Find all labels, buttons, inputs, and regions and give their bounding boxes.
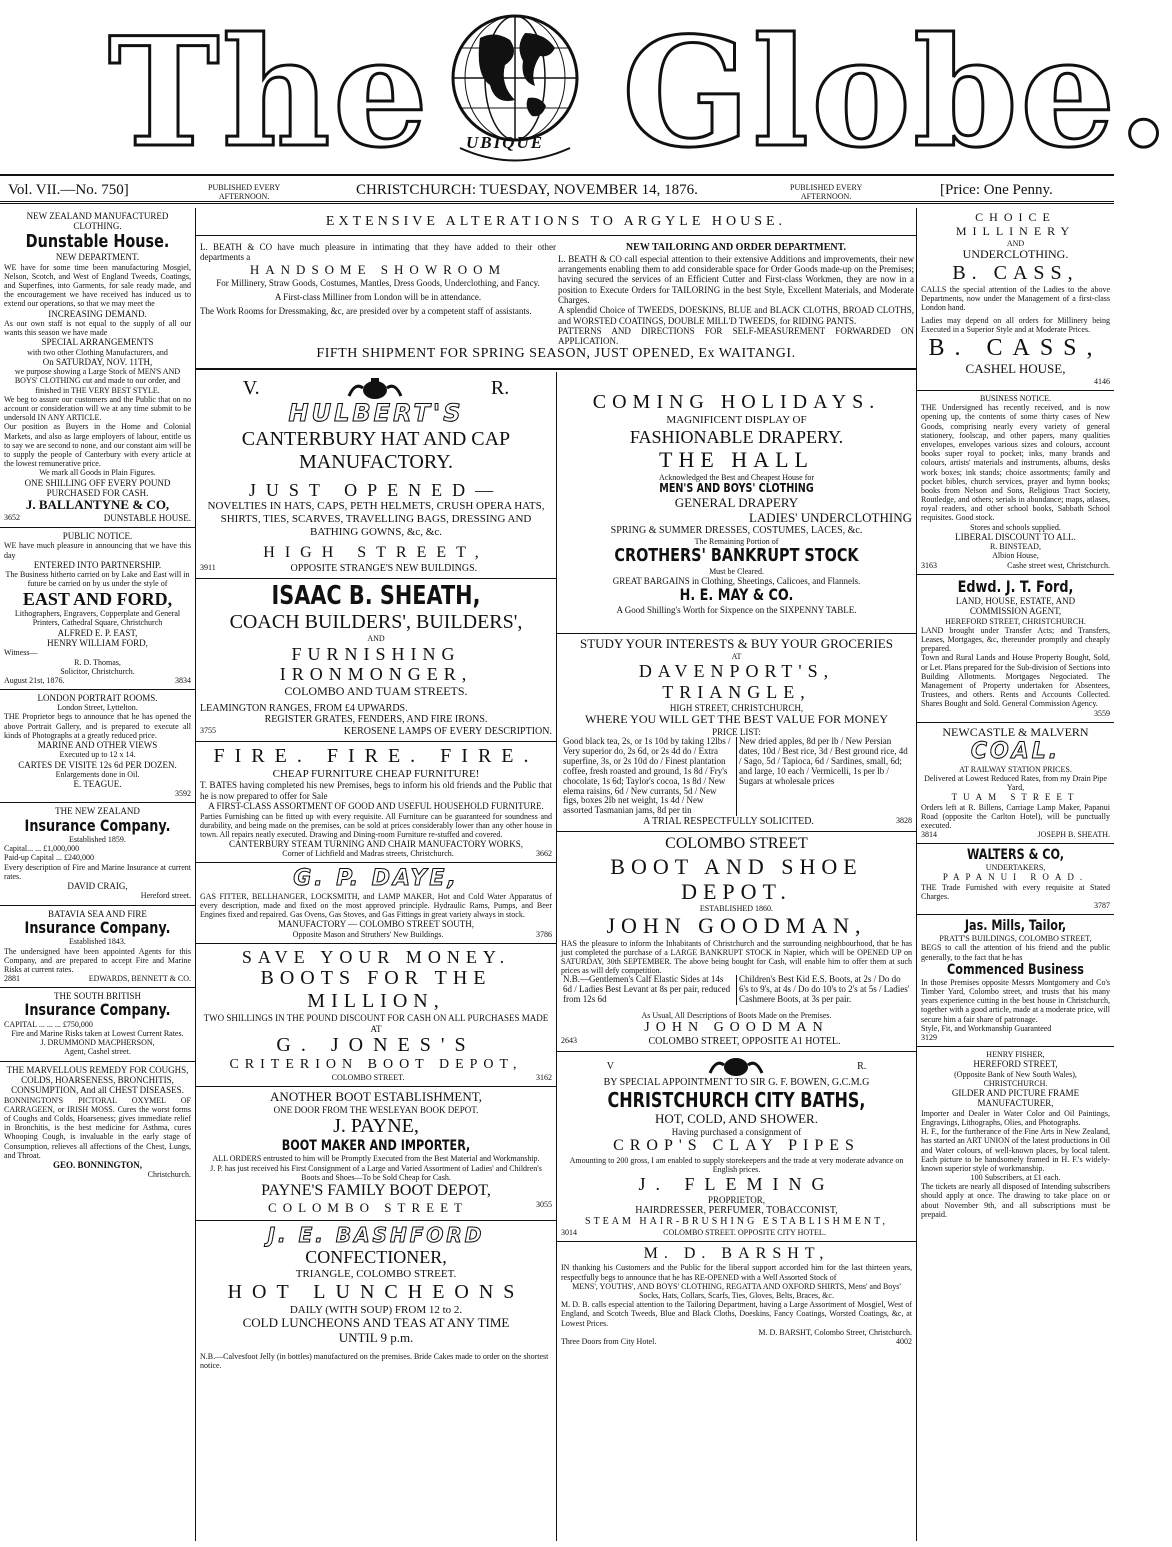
ad-body: THE Trade Furnished with every requisite at Stated Charges. — [921, 882, 1110, 901]
ad-line: AT RAILWAY STATION PRICES. — [959, 764, 1072, 774]
ad-body: The Business hitherto carried on by Lake and East will in future be carried on by us under the style of — [5, 570, 190, 589]
ad-line: Enlargements done in Oil. — [55, 769, 140, 779]
boot-price-left: N.B.—Gentlemen's Calf Elastic Sides at 14s 6d / Ladies Best Levant at 8s per pair, reduced from 12s 6d — [563, 974, 731, 1005]
ad-title: EAST AND FORD, — [22, 588, 173, 609]
ad-street: PAPANUI ROAD. — [942, 872, 1089, 883]
ad-line: Style, Fit, and Workmanship Guaranteed — [921, 1023, 1052, 1033]
ad-name: DAVID CRAIG, — [67, 881, 128, 892]
ad-subtitle: London Street, Lyttelton. — [57, 703, 138, 713]
ad-line: R. D. Thomas, — [74, 657, 121, 667]
ad-body: In those Premises opposite Messrs Montgomery and Co's Timber Yard, Colombo street, and trusts that his many years experience cutting in the best house in Christchurch, together with a good article, made at a moderate price, will secure him a fair share of patronage. — [921, 977, 1110, 1024]
ad-line: MANUFACTORY — COLOMBO STREET SOUTH, — [278, 919, 474, 930]
ad-line: Paid-up Capital ... £240,000 — [4, 853, 94, 863]
ad-title: CONFECTIONER, — [305, 1247, 447, 1268]
ad-body: A splendid Choice of TWEEDS, DOESKINS, BLUE and BLACK CLOTHS, BROAD CLOTHS, and WORSTED COATINGS, DOUBLE MILL'D TWEEDS, for RIDING PANTS. — [558, 305, 914, 326]
ad-east-and-ford — [0, 528, 195, 690]
ad-head: NEWCASTLE & MALVERN — [942, 724, 1089, 739]
ad-body: Orders left at R. Billens, Carriage Lamp Maker, Papanui Road (opposite the Carlton Hotel), will be punctually executed. — [921, 802, 1110, 830]
ad-line: MARINE AND OTHER VIEWS — [37, 739, 158, 750]
ad-body: with two other Clothing Manufacturers, and — [27, 347, 168, 357]
ad-name: M. D. BARSHT, — [643, 1244, 830, 1262]
ad-body: As our own staff is not equal to the supply of all our wants this season we have made — [4, 319, 191, 338]
ad-fleming — [557, 1052, 916, 1242]
ad-title: GILDER AND PICTURE FRAME MANUFACTURER, — [951, 1088, 1080, 1109]
ad-body: BEGS to call the attention of his friend and the public generally, to the fact that he has — [921, 943, 1110, 962]
price-list-left: Good black tea, 2s, or 1s 10d by taking 12lbs / Very superior do, 2s 6d, or 2s 4d do / Extra superfine, 3s, or 2s 10d do / Finest plantation coffee, fresh roasted and ground, 1s 8d / Fry's chocolate, 1s 6d; Taylor's cocoa, 1s 8d / New elema raisins, 6d / New currants, 5d / New figs, boxes 2lb net weight, 1s 4d / New assorted Tasmanian jams, 8d per tin — [563, 736, 731, 816]
ad-head: BATAVIA SEA AND FIRE — [48, 908, 147, 919]
ad-title: BOOT AND SHOE DEPOT. — [610, 853, 863, 904]
column-3 — [557, 374, 916, 1543]
ad-title: UNDERCLOTHING. — [962, 246, 1069, 261]
ad-body: THE Undersigned has recently received, and is now opening up, the contents of some thirty cases of New Goods, comprising nearly every variety of general stationery, foolscap, and other papers, many qualities envelopes, envelopes various sizes and colours, account books super royal to pocket; inks, many brands and colours, artists' materials and instruments, albums, desks work boxes; ink stands; choice assortments; family and pocket bibles, church services, prayer and hymn books; books from Nelson and Sons, Religious Tract Society, Routledge, and others; serials in abundance; maps, atlases, royal readers, and other school books, Sabbath School requisites. Good stock. — [921, 403, 1110, 523]
ad-body: Fire and Marine Risks taken at Lowest Current Rates. — [11, 1028, 184, 1038]
ad-body: NOVELTIES IN HATS, CAPS, PETH HELMETS, CRUSH OPERA HATS, SHIRTS, TIES, SCARVES, TRAVELLING BAGS, DRESSING AND BATHING GOWNS, &c, &c. — [207, 500, 545, 538]
ad-body: WE have for some time been manufacturing Mosgiel, Nelson, Scotch, and West of England Tweeds, Coatings, and Superfines, into Garments, for sale ready made, and the encouragement we have received has induced us to extend our operations, so that we may meet the — [4, 262, 191, 309]
ad-line: MAGNIFICENT DISPLAY OF — [666, 414, 807, 426]
ad-line: Capital... ... £1,000,000 — [4, 844, 80, 854]
ad-henry-fisher — [917, 1047, 1114, 1223]
ad-line: Solicitor, Christchurch. — [60, 666, 135, 676]
ad-title: WALTERS & CO, — [966, 847, 1065, 864]
ad-body: L. BEATH & CO call especial attention to their extensive Additions and improvements, their new arrangements enabling them to add considerable space for Order Goods made-up on the Premises; having secured the services of an Efficient Cutter and First-class Workmen, they are now in a position to Execute Orders for TAILORING in the best Style, Excellent Materials, and Moderate Charges. — [558, 253, 914, 305]
ad-fire-furniture — [196, 742, 556, 864]
price-list-head: PRICE LIST: — [712, 726, 761, 737]
ad-body: MENS', YOUTHS', AND BOYS' CLOTHING, REGATTA AND OXFORD SHIRTS, Mens' and Boys' Socks, Hats, Collars, Scarfs, Ties, Gloves, Belts, Braces, &c. — [572, 1281, 901, 1300]
ad-body: Ladies may depend on all orders for Millinery being Executed in a Superior Style and at Moderate Prices. — [921, 316, 1110, 335]
crest-v: V — [606, 1060, 614, 1072]
ad-title: Commenced Business — [947, 961, 1084, 978]
ad-line: CAPITAL ... ... ... £750,000 — [4, 1019, 93, 1029]
ad-name: JOSEPH B. SHEATH. — [1037, 830, 1110, 840]
ad-line: Executed up to 12 x 14. — [59, 750, 136, 760]
ad-line: WHERE YOU WILL GET THE BEST VALUE FOR MONEY — [584, 711, 889, 726]
ad-line: We mark all Goods in Plain Figures. — [39, 468, 156, 478]
ad-line: HOT, COLD, AND SHOWER. — [655, 1110, 818, 1126]
ad-title: Dunstable House. — [25, 230, 170, 252]
ad-title: CROTHERS' BANKRUPT STOCK — [614, 545, 859, 567]
ad-line: 100 Subscribers, at £1 each. — [970, 1173, 1061, 1183]
ad-title: HANDSOME SHOWROOM — [249, 261, 507, 277]
ad-number: 3662 — [535, 849, 552, 859]
ad-name: Edwd. J. T. Ford, — [957, 576, 1074, 596]
ad-line: ONE SHILLING OFF EVERY POUND PURCHASED FOR CASH. — [24, 477, 171, 498]
ad-street: COLOMBO STREET — [268, 1200, 468, 1216]
ad-line: COMMISSION AGENT, — [969, 606, 1062, 617]
ad-south-british-insurance — [0, 988, 195, 1061]
ad-title: CHRISTCHURCH CITY BATHS, — [607, 1087, 866, 1112]
ad-title: COMING HOLIDAYS. — [592, 391, 881, 413]
ad-name: J. PAYNE, — [333, 1115, 419, 1138]
argyle-showroom — [200, 242, 556, 317]
ad-head: THE SOUTH BRITISH — [54, 991, 141, 1002]
ad-body: TWO SHILLINGS IN THE POUND DISCOUNT FOR CASH ON ALL PURCHASES MADE AT — [203, 1013, 549, 1034]
ad-title: CANTERBURY HAT AND CAP — [241, 427, 511, 450]
ad-body: ALL ORDERS entrusted to him will be Promptly Executed from the Best Material and Workmanship. — [212, 1154, 540, 1164]
ad-body: For Millinery, Straw Goods, Costumes, Mantles, Dress Goods, Underclothing, and Fancy. — [216, 277, 540, 288]
ad-body: We beg to assure our customers and the Public that on no account or consideration will we at any time submit to be undersold IN ANY ARTICLE. — [4, 394, 191, 423]
ad-street: TUAM STREET — [951, 792, 1080, 803]
ad-number: 3652 — [4, 513, 20, 523]
ad-body: PATTERNS AND DIRECTIONS FOR SELF-MEASUREMENT FORWARDED ON APPLICATION. — [558, 325, 914, 347]
ad-body: T. BATES having completed his new Premises, begs to inform his old friends and the Public that he is now prepared to offer for Sale — [200, 780, 552, 801]
ad-line: LEAMINGTON RANGES, FROM £4 UPWARDS. — [200, 702, 408, 714]
ad-subtitle: NEW DEPARTMENT. — [55, 252, 140, 263]
ad-body: we purpose showing a Large Stock of MEN'S AND BOYS' CLOTHING cut and made to our order, and finished in THE VERY BEST STYLE. — [14, 367, 181, 395]
ad-body: J. P. has just received his First Consignment of a Large and Varied Assortment of Ladies' and Children's Boots and Shoes—To be Sold Cheap for Cash. — [210, 1163, 542, 1182]
ad-title: Jas. Mills, Tailor, — [964, 918, 1067, 935]
ad-title: Insurance Company. — [24, 815, 171, 835]
ad-body: H. F., for the furtherance of the Fine Arts in New Zealand, has started an ART UNION of the latest productions in Oil and Water colours, of well-known places, by local talent. Each picture to be handsomely framed in H. F.'s widely-known superior style of workmanship. — [921, 1127, 1110, 1173]
ad-name: J. E. BASHFORD — [200, 1224, 552, 1247]
ad-signature: M. D. BARSHT, Colombo Street, Christchurch. — [758, 1327, 912, 1337]
ad-line: CARTES DE VISITE 12s 6d PER DOZEN. — [18, 759, 177, 770]
ad-line: HAIRDRESSER, PERFUMER, TOBACCONIST, — [635, 1204, 838, 1216]
ad-title: BOOT MAKER AND IMPORTER, — [281, 1138, 471, 1155]
ad-line: Agent, Cashel street. — [64, 1047, 131, 1057]
ad-line: Having purchased a consignment of — [671, 1126, 802, 1137]
ad-line: SPECIAL ARRANGEMENTS — [41, 337, 154, 348]
ad-line: On SATURDAY, NOV. 11TH, — [42, 356, 153, 367]
ad-firm: H. E. MAY & CO. — [679, 585, 794, 605]
ad-new-zealand-insurance — [0, 803, 195, 905]
ad-line: The Remaining Portion of — [694, 536, 779, 546]
ad-title: Insurance Company. — [24, 1000, 171, 1020]
ad-body: Town and Rural Lands and House Property Bought, Sold, or Let. Plans prepared for the Sub-division of Sections into Building Allotments. Mortgages Negociated. The Management of Property undertaken for Absentees, Trustees, and others. Rents and Accounts Collected. Shares Bought and Sold. General Commission Agency. — [921, 653, 1110, 709]
published-note-right: PUBLISHED EVERY AFTERNOON. — [790, 183, 863, 202]
ad-title: NEW TAILORING AND ORDER DEPARTMENT. — [625, 242, 847, 253]
ad-line: DAILY (WITH SOUP) FROM 12 to 2. — [289, 1303, 463, 1316]
ad-line: Delivered at Lowest Reduced Rates, from my Drain Pipe Yard, — [924, 773, 1107, 792]
ad-bonnington-remedy — [0, 1062, 195, 1184]
boot-price-right: Children's Best Kid E.S. Boots, at 2s / Do do 6's to 9's, at 4s / Do do 10's to 2's at 5s / Ladies' Cashmere Boots, at 3s per pair. — [736, 975, 912, 1005]
column-4 — [917, 208, 1114, 1543]
ad-goodman — [557, 832, 916, 1052]
ad-body: Importer and Dealer in Water Color and Oil Paintings, Engravings, Lithographs, Olies, and Photographs. — [921, 1108, 1110, 1127]
ad-name: E. TEAGUE. — [73, 779, 122, 790]
ad-line: Established 1843. — [69, 937, 126, 947]
ad-bashford — [196, 1221, 556, 1374]
ad-line: Established 1859. — [69, 835, 126, 845]
ad-isaac-sheath — [196, 579, 556, 742]
ad-number: 3014 — [561, 1227, 577, 1237]
ad-b-cass — [917, 208, 1114, 391]
ad-number: 3911 — [200, 562, 216, 572]
ad-number: 3786 — [535, 929, 552, 939]
ad-line: INCREASING DEMAND. — [48, 308, 147, 319]
ad-line: Must be Cleared. — [709, 566, 764, 576]
ad-line: PAYNE'S FAMILY BOOT DEPOT, — [261, 1182, 491, 1200]
published-note-left: PUBLISHED EVERY AFTERNOON. — [208, 183, 281, 202]
royal-crest-icon — [345, 378, 405, 400]
ad-name: JOHN GOODMAN, — [606, 913, 867, 939]
ad-number: 3828 — [895, 816, 912, 826]
ad-line: Hereford street. — [140, 891, 191, 901]
ad-number: 3129 — [921, 1032, 937, 1042]
ad-line: CANTERBURY STEAM TURNING AND CHAIR MANUFACTORY WORKS, — [229, 839, 523, 850]
ad-body: Parties Furnishing can be fitted up with every requisite. All Furniture can be guaranteed for soundness and durability, and being made on the premises, can be sold at prices considerably lower than any other house in town. All repairs neatly executed. Drawing and Dining-room Furniture re-stuffed and covered. — [200, 811, 552, 839]
ad-firm: EDWARDS, BENNETT & CO. — [88, 974, 191, 984]
ad-line: SPRING & SUMMER DRESSES, COSTUMES, LACES, &c. — [610, 525, 863, 537]
ad-line: TRIANGLE, COLOMBO STREET. — [295, 1268, 457, 1281]
ad-number: 3163 — [921, 560, 937, 570]
ad-line: Three Doors from City Hotel. — [561, 1336, 657, 1346]
ad-batavia-insurance — [0, 906, 195, 988]
ad-edwd-ford — [917, 575, 1114, 723]
ad-street: HIGH STREET, — [263, 544, 489, 562]
masthead — [0, 0, 1172, 181]
column-2 — [196, 374, 556, 1543]
ad-body: M. D. B. calls especial attention to the Tailoring Department, having a Large Assortment of Mosgiel, West of England, and Scotch Tweeds, Blue and Black Cloths, Doeskins, Fancy Coatings, Worsted Coatings, &c, at Lowest Prices. — [561, 1300, 912, 1328]
ad-title: STUDY YOUR INTERESTS & BUY YOUR GROCERIES — [580, 636, 893, 652]
ad-line: UNTIL 9 p.m. — [338, 1330, 414, 1346]
ad-name: HENRY WILLIAM FORD, — [47, 637, 148, 648]
ad-line: MEN'S AND BOYS' CLOTHING — [659, 480, 814, 495]
ad-date: August 21st, 1876. — [4, 675, 65, 685]
ad-name: R. BINSTEAD, — [990, 542, 1041, 552]
boot-price-list — [561, 975, 912, 1005]
masthead-title-right: Globe. — [622, 5, 1172, 181]
ad-dunstable-house — [0, 208, 195, 528]
ad-name: ALFRED E. P. EAST, — [57, 627, 138, 638]
ad-body: GREAT BARGAINS in Clothing, Sheetings, Calicoes, and Flannels. — [612, 576, 861, 587]
ad-line: AND — [1006, 238, 1025, 248]
ad-body: Amounting to 200 gross, I am enabled to supply storekeepers and the trade at very moderate advance on English prices. — [569, 1155, 904, 1174]
ad-title: THE HALL — [659, 447, 814, 473]
ad-payne — [196, 1087, 556, 1221]
ad-head: PUBLIC NOTICE. — [62, 531, 133, 542]
ad-street: HEREFORD STREET, — [973, 1059, 1058, 1070]
ad-daye — [196, 863, 556, 943]
ad-name: HENRY FISHER, — [986, 1050, 1045, 1060]
ad-title: G. P. DAYE, — [200, 866, 552, 891]
ad-name: B. CASS, — [952, 261, 1079, 284]
ad-body: WE have much pleasure in announcing that we have this day — [4, 541, 191, 560]
ad-line: LAND, HOUSE, ESTATE, AND — [955, 595, 1076, 606]
dateline — [0, 174, 1114, 204]
ad-line: Albion House, — [992, 551, 1039, 561]
ad-title: BOOTS FOR THE MILLION, — [260, 967, 492, 1013]
ad-line: AND — [367, 634, 385, 644]
ad-place: DUNSTABLE HOUSE. — [103, 513, 191, 524]
ad-title: DAVENPORT'S, TRIANGLE, — [638, 661, 835, 702]
ad-line: AT — [731, 652, 742, 662]
ad-line: COLOMBO STREET. OPPOSITE CITY HOTEL. — [663, 1227, 826, 1237]
ad-argyle-house — [196, 238, 916, 370]
ad-line: ESTABLISHED 1860. — [699, 904, 774, 914]
ad-line: As Usual, All Descriptions of Boots Made on the Premises. — [641, 1011, 832, 1021]
ad-body: BONNINGTON'S PICTORAL OXYMEL OF CARRAGEEN, or IRISH MOSS. Cures the worst forms of Coughs and Colds, Hoarseness; gives immediate relief in Bronchitis, is the best medicine for Asthma, cures Whooping Cough, is invaluable in the early stage of Consumption, relieves all affections of the Chest, Lungs, and Throat. — [4, 1095, 191, 1160]
ad-line: UNDERTAKERS, — [985, 863, 1046, 873]
ad-name: B. CASS, — [928, 334, 1103, 361]
ad-hulbert — [196, 374, 556, 579]
ad-line: Acknowledged the Best and Cheapest House for — [658, 472, 815, 482]
argyle-banner: EXTENSIVE ALTERATIONS TO ARGYLE HOUSE. — [196, 208, 916, 236]
ad-body: GAS FITTER, BELLHANGER, LOCKSMITH, and LAMP MAKER, Hot and Cold Water Apparatus of every description, made and fixed on the most approved principle. Hydraulic Rams, Pumps, and Beer Engines fixed and repaired. Gas Ovens, Gas Stoves, and Gas Fittings in great variety always in stock. — [200, 891, 552, 920]
ad-body: The undersigned have been appointed Agents for this Company, and are prepared to accept Fire and Marine Risks at current rates. — [4, 946, 191, 974]
masthead-motto: UBIQUE — [466, 133, 545, 152]
ad-line: HIGH STREET, CHRISTCHURCH, — [669, 702, 804, 713]
ad-title: COAL. — [921, 739, 1110, 764]
ad-line: (Opposite Bank of New South Wales), — [954, 1069, 1077, 1079]
crest-r: R. — [490, 377, 510, 399]
ad-head: THE MARVELLOUS REMEDY FOR COUGHS, COLDS, HOARSENESS, BRONCHITIS, CONSUMPTION, And all CHEST DISEASES. — [6, 1064, 189, 1096]
ad-body: L. BEATH & CO have much pleasure in intimating that they have added to their other departments a — [200, 242, 556, 263]
ad-line: A First-class Milliner from London will be in attendance. — [274, 291, 482, 302]
ad-title: JUST OPENED— — [248, 479, 504, 500]
ad-number: 3055 — [535, 1200, 552, 1210]
ad-line: Corner of Lichfield and Madras streets, Christchurch. — [282, 849, 454, 859]
ad-line: GENERAL DRAPERY — [674, 494, 799, 510]
crest-v: V. — [242, 377, 260, 399]
ad-line: LIBERAL DISCOUNT TO ALL. — [955, 531, 1076, 542]
ad-line: Stores and schools supplied. — [970, 522, 1061, 532]
ad-line: HEREFORD STREET, CHRISTCHURCH. — [945, 616, 1086, 626]
ad-line: COLOMBO AND TUAM STREETS. — [284, 684, 468, 699]
ad-number: 3755 — [200, 725, 216, 735]
argyle-tailoring — [558, 242, 914, 347]
volume-number: Vol. VII.—No. 750] — [8, 182, 129, 198]
royal-crest-icon — [706, 1055, 766, 1077]
column-1 — [0, 208, 195, 1543]
ad-line: A FIRST-CLASS ASSORTMENT OF GOOD AND USEFUL HOUSEHOLD FURNITURE. — [208, 801, 544, 812]
ad-title: Insurance Company. — [24, 917, 171, 937]
ad-body: LAND brought under Transfer Acts; and Transfers, Leases, Mortgages, &c, thereunder promptly and cheaply prepared. — [921, 625, 1110, 654]
ad-title: SAVE YOUR MONEY. — [241, 946, 511, 967]
ad-kicker: NEW ZEALAND MANUFACTURED CLOTHING. — [26, 211, 169, 232]
ad-number: 3834 — [175, 675, 191, 685]
ad-number: 2643 — [561, 1036, 577, 1046]
argyle-fifth-shipment: FIFTH SHIPMENT FOR SPRING SEASON, JUST OPENED, Ex WAITANGI. — [316, 346, 796, 361]
masthead-title-left: The — [108, 5, 431, 181]
ad-line: STEAM HAIR-BRUSHING ESTABLISHMENT, — [585, 1216, 888, 1228]
ad-number: 2881 — [4, 974, 20, 984]
ad-name: JOHN GOODMAN — [644, 1020, 829, 1036]
ad-line: KEROSENE LAMPS OF EVERY DESCRIPTION. — [343, 725, 552, 737]
ad-line: ONE DOOR FROM THE WESLEYAN BOOK DEPOT. — [273, 1105, 479, 1116]
ad-street: COLOMBO STREET. — [331, 1073, 405, 1083]
ad-body: Every description of Fire and Marine Insurance at current rates. — [4, 862, 191, 881]
ad-line: ENTERED INTO PARTNERSHIP. — [33, 559, 162, 570]
ad-line: The Work Rooms for Dressmaking, &c, are presided over by a competent staff of assistants. — [200, 306, 532, 317]
ad-line: REGISTER GRATES, FENDERS, AND FIRE IRONS. — [264, 714, 488, 726]
ad-body: The tickets are nearly all disposed of Intending subscribers should apply at once. The drawing to take place on or about November 9th, and all subscriptions must be prepaid. — [921, 1182, 1110, 1219]
ad-davenport — [557, 634, 916, 832]
ad-title: FURNISHING IRONMONGER, — [279, 643, 473, 685]
ad-line: OPPOSITE STRANGE'S NEW BUILDINGS. — [290, 562, 478, 574]
ad-coal — [917, 723, 1114, 845]
ad-body: Our position as Buyers in the Home and Colonial Markets, and also as large employers of labour, entitle us to say we are second to none, and our constant aim will be to supply the people of Canterbury with every article at the lowest remunerative price. — [4, 422, 191, 469]
ad-title: COACH BUILDERS', BUILDERS', — [229, 611, 523, 634]
ad-title: MANUFACTORY. — [299, 450, 453, 473]
ad-name: G. JONES'S — [276, 1034, 476, 1056]
ad-subtitle: CHEAP FURNITURE CHEAP FURNITURE! — [272, 767, 480, 780]
ad-firm: J. BALLANTYNE & CO, — [25, 497, 170, 513]
ad-line: COLD LUNCHEONS AND TEAS AT ANY TIME — [242, 1315, 510, 1331]
price-list — [561, 737, 912, 816]
ad-line: PRATT'S BUILDINGS, COLOMBO STREET, — [939, 934, 1092, 944]
ad-place: CHRISTCHURCH. — [983, 1078, 1048, 1088]
ad-name: J. DRUMMOND MACPHERSON, — [40, 1038, 155, 1048]
ad-body: N.B.—Calvesfoot Jelly (in bottles) manufactured on the premises. Bride Cakes made to order on the shortest notice. — [200, 1352, 549, 1371]
ad-london-portrait-rooms — [0, 690, 195, 804]
ad-line: A TRIAL RESPECTFULLY SOLICITED. — [643, 816, 814, 828]
ad-title: HULBERT'S — [200, 400, 552, 428]
ad-jas-mills — [917, 915, 1114, 1047]
ad-body: HAS the pleasure to inform the Inhabitants of Christchurch and the surrounding neighbourhood, that he has just completed the purchase of a LARGE BANKRUPT STOCK in Napier, which will be OPENED UP on SATURDAY, 30th SEPTEMBER. The above being bought for Cash, will enable him to offer them at such prices as will defy competition. — [561, 938, 912, 976]
price-list-right: New dried apples, 8d per lb / New Persian dates, 10d / Best rice, 3d / Best ground rice, 4d / Sago, 5d / Tapioca, 6d / Sardines, small, 6d; and large, 10 each / Vermicelli, 1s per lb / Sugars at wholesale prices — [736, 737, 912, 816]
ad-number: 3592 — [175, 789, 191, 799]
ad-body: Lithographers, Engravers, Copperplate and General Printers, Cathedral Square, Christchurch — [14, 609, 181, 628]
ad-walters — [917, 844, 1114, 915]
ad-place: CASHEL HOUSE, — [965, 361, 1066, 377]
ad-place: Christchurch. — [147, 1170, 191, 1180]
ad-title: HOT LUNCHEONS — [227, 1280, 525, 1303]
ad-title: FASHIONABLE DRAPERY. — [629, 426, 844, 447]
ad-line: BY SPECIAL APPOINTMENT TO SIR G. F. BOWEN, G.C.M.G — [603, 1077, 870, 1089]
ad-body: THE Proprietor begs to announce that he has opened the above Portrait Gallery, and is prepared to execute all kinds of Photographs at a greatly reduced price. — [4, 712, 191, 740]
ad-line: PROPRIETOR, — [707, 1194, 766, 1205]
ad-number: 4146 — [1094, 377, 1110, 387]
ad-title: COLOMBO STREET — [665, 835, 808, 853]
ad-number: 3814 — [921, 830, 937, 840]
ad-number: 4002 — [896, 1336, 912, 1346]
ad-line: CRITERION BOOT DEPOT, — [229, 1057, 523, 1072]
ad-line: Witness— — [4, 648, 38, 658]
ad-barsht — [557, 1242, 916, 1350]
ad-head: BUSINESS NOTICE. — [979, 394, 1052, 404]
ad-body: CALLS the special attention of the Ladies to the above Departments, now under the Management of a first-class London hand. — [921, 284, 1110, 312]
ad-jones — [196, 944, 556, 1087]
ad-name: GEO. BONNINGTON, — [52, 1159, 143, 1170]
place-date: CHRISTCHURCH: TUESDAY, NOVEMBER 14, 1876. — [356, 182, 698, 198]
ad-title: ISAAC B. SHEATH, — [271, 580, 481, 611]
ad-line: Cashe street west, Christchurch. — [1007, 560, 1110, 570]
crest-r: R. — [857, 1060, 867, 1072]
ad-number: 3162 — [536, 1073, 552, 1083]
ad-line: COLOMBO STREET, OPPOSITE A1 HOTEL. — [648, 1036, 841, 1048]
ad-title: CHOICE MILLINERY — [955, 210, 1076, 238]
ad-binstead — [917, 391, 1114, 575]
ad-line: Opposite Mason and Struthers' New Buildings. — [292, 929, 444, 939]
ad-h-e-may — [557, 374, 916, 634]
ad-line: LADIES' UNDERCLOTHING — [748, 509, 912, 525]
price: [Price: One Penny. — [940, 182, 1053, 198]
ad-number: 3559 — [1094, 708, 1110, 718]
ad-title: CROP'S CLAY PIPES — [613, 1137, 860, 1155]
ad-title: ANOTHER BOOT ESTABLISHMENT, — [270, 1089, 482, 1105]
ad-head: LONDON PORTRAIT ROOMS. — [37, 692, 158, 703]
ad-body: IN thanking his Customers and the Public for the liberal support accorded him for the last thirteen years, respectfully begs to announce that he has RE-OPENED with a Well Assorted Stock of — [561, 1263, 912, 1282]
ad-title: FIRE. FIRE. FIRE. — [213, 744, 539, 767]
ad-number: 3787 — [1094, 901, 1110, 911]
ad-name: J. FLEMING — [638, 1173, 835, 1194]
ad-line: A Good Shilling's Worth for Sixpence on the SIXPENNY TABLE. — [616, 604, 857, 615]
ad-head: THE NEW ZEALAND — [55, 806, 140, 817]
